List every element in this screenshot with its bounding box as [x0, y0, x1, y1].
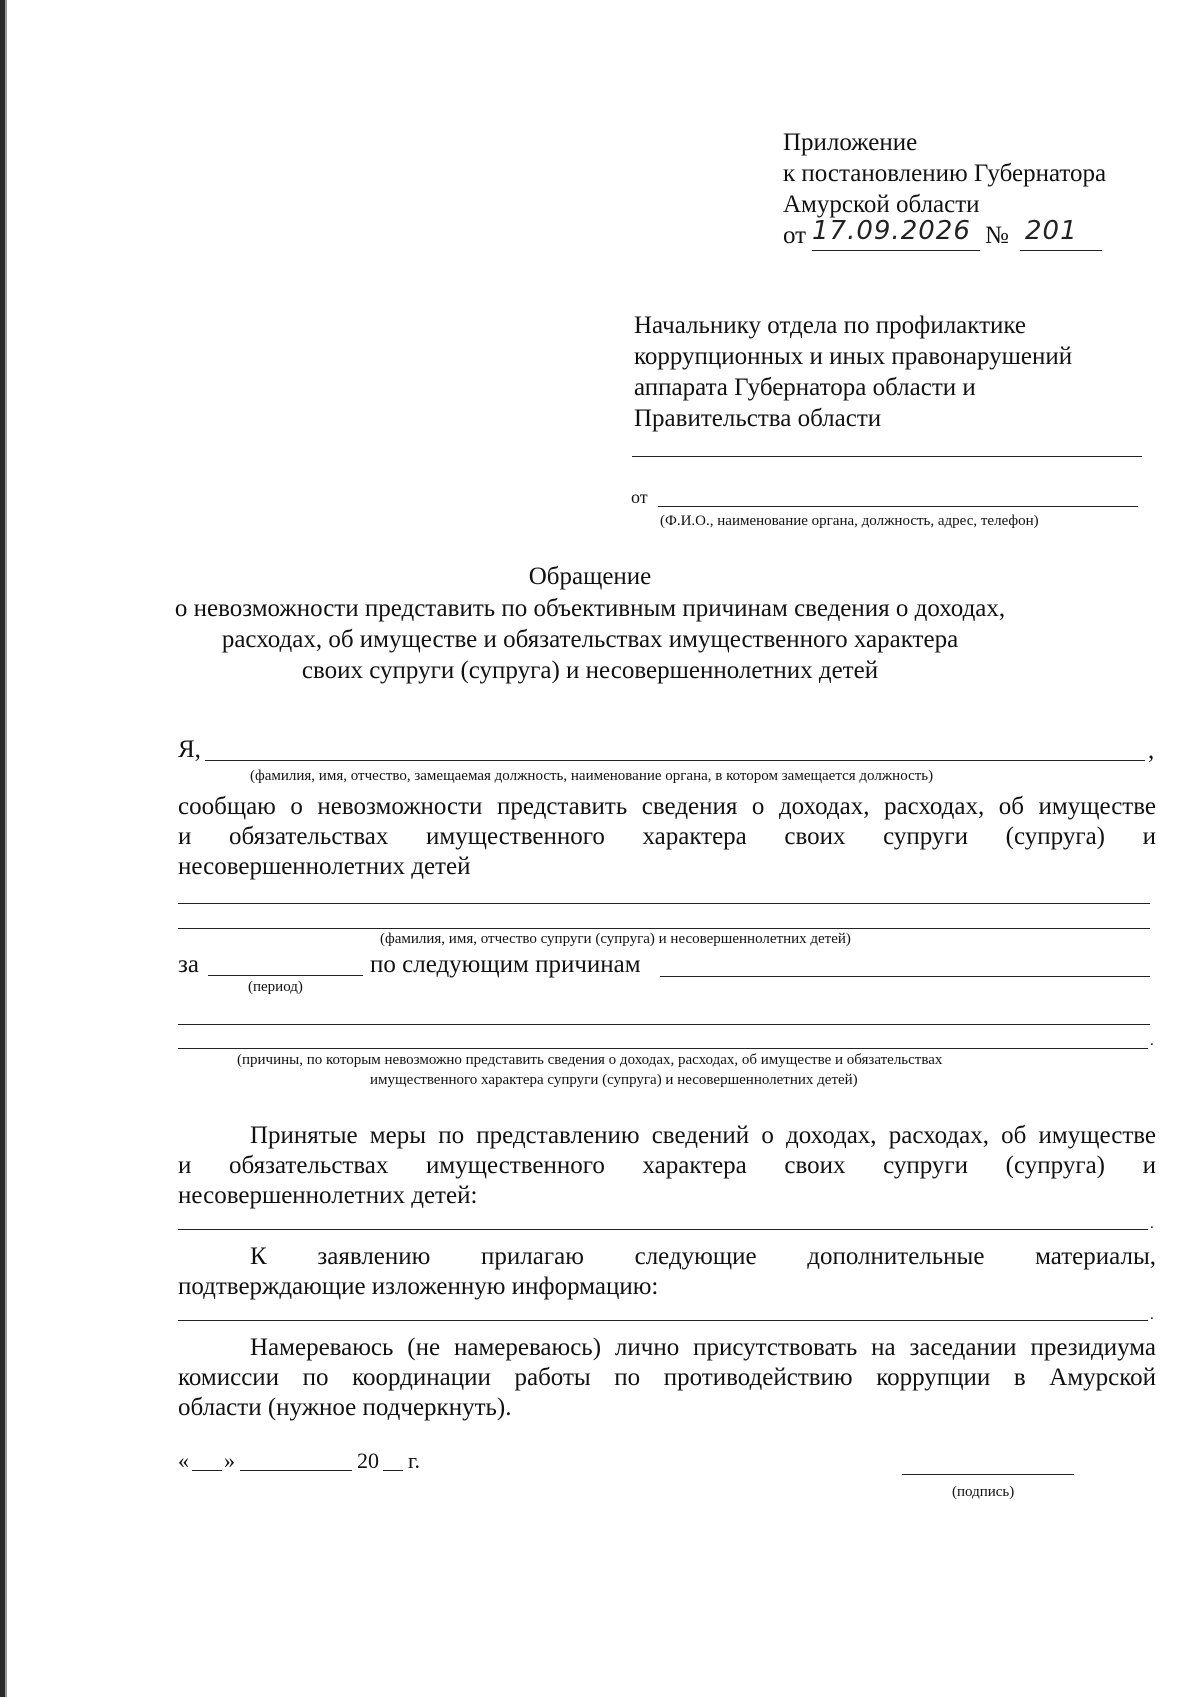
- addressee-blank-line: [632, 456, 1142, 457]
- family-line-1: [178, 903, 1150, 904]
- appendix-line-1: Приложение: [783, 129, 918, 156]
- body-p1-line-3: несовершеннолетних детей: [178, 853, 471, 880]
- addressee-line-3: аппарата Губернатора области и: [634, 374, 976, 401]
- body-reasons-caption-2: имущественного характера супруги (супруга) и несовершеннолетних детей): [370, 1072, 858, 1088]
- body-period-caption: (период): [248, 979, 303, 995]
- appendix-number-prefix: №: [985, 222, 1009, 249]
- body-measures-line-1: Принятые меры по представлению сведений о доходах, расходах, об имуществе: [250, 1122, 1156, 1149]
- title-line-2: расходах, об имуществе и обязательствах имущественного характера: [221, 626, 959, 653]
- appendix-date-prefix: от: [783, 222, 807, 249]
- title-line-3: своих супруги (супруга) и несовершеннолетних детей: [301, 657, 879, 684]
- title-line-1: о невозможности представить по объективным причинам сведения о доходах,: [174, 595, 1006, 622]
- appendix-date-underline: [812, 250, 980, 251]
- signature-line: [902, 1474, 1074, 1475]
- reasons-line-2: [178, 1048, 1148, 1049]
- body-attach-line-1: К заявлению прилагаю следующие дополнительные материалы,: [250, 1243, 1156, 1270]
- body-attach-line-2: подтверждающие изложенную информацию:: [178, 1273, 659, 1300]
- body-i-caption: (фамилия, имя, отчество, замещаемая должность, наименование органа, в котором замещается должность): [250, 768, 934, 784]
- body-measures-line-2: и обязательствах имущественного характера своих супруги (супруга) и: [178, 1152, 1156, 1179]
- scan-edge-shadow: [5, 0, 7, 1697]
- addressee-line-1: Начальнику отдела по профилактике: [634, 312, 1027, 339]
- body-intent-line-1: Намереваюсь (не намереваюсь) лично присутствовать на заседании президиума: [250, 1334, 1156, 1361]
- date-year-suffix: г.: [408, 1448, 421, 1473]
- appendix-number-underline: [1020, 250, 1102, 251]
- body-intent-line-3: области (нужное подчеркнуть).: [178, 1394, 512, 1421]
- body-i-line: [205, 760, 1145, 761]
- body-i-prefix: Я,: [178, 736, 201, 763]
- addressee-line-4: Правительства области: [634, 405, 882, 432]
- date-month-line: [240, 1470, 352, 1471]
- family-line-2: [178, 928, 1150, 929]
- attach-line: [178, 1320, 1148, 1321]
- addressee-from-caption: (Ф.И.О., наименование органа, должность, адрес, телефон): [660, 513, 1039, 529]
- date-open-quote: «: [178, 1448, 189, 1473]
- body-family-caption: (фамилия, имя, отчество супруги (супруга) и несовершеннолетних детей): [380, 931, 851, 947]
- date-day-line: [192, 1470, 222, 1471]
- reasons-inline-line: [660, 976, 1150, 977]
- addressee-from-line: [658, 506, 1138, 507]
- addressee-from-prefix: от: [631, 487, 648, 507]
- appendix-line-2: к постановлению Губернатора: [783, 160, 1107, 187]
- body-measures-line-3: несовершеннолетних детей:: [178, 1182, 478, 1209]
- measures-dot: .: [1150, 1216, 1154, 1232]
- body-p1-line-2: и обязательствах имущественного характера своих супруги (супруга) и: [178, 823, 1156, 850]
- body-reasons-label: по следующим причинам: [370, 951, 641, 978]
- body-intent-line-2: комиссии по координации работы по противодействию коррупции в Амурской: [178, 1364, 1156, 1391]
- body-for-prefix: за: [178, 951, 199, 978]
- date-year-prefix: 20: [357, 1448, 379, 1473]
- body-i-suffix: ,: [1148, 737, 1155, 764]
- reasons-dot: .: [1150, 1033, 1154, 1049]
- body-signature-caption: (подпись): [952, 1484, 1015, 1500]
- title-heading: Обращение: [528, 563, 652, 590]
- body-reasons-caption-1: (причины, по которым невозможно представить сведения о доходах, расходах, об имуществе и обязательствах: [237, 1052, 943, 1068]
- measures-line: [178, 1229, 1148, 1230]
- appendix-line-3: Амурской области: [783, 191, 980, 218]
- period-line: [208, 975, 363, 976]
- date-year-line: [383, 1470, 403, 1471]
- addressee-line-2: коррупционных и иных правонарушений: [634, 343, 1073, 370]
- appendix-number-handwritten: 201: [1025, 216, 1078, 246]
- reasons-line-1: [178, 1024, 1150, 1025]
- appendix-date-handwritten: 17.09.2026: [812, 216, 971, 246]
- body-p1-line-1: сообщаю о невозможности представить сведения о доходах, расходах, об имуществе: [178, 793, 1156, 820]
- attach-dot: .: [1150, 1307, 1154, 1323]
- date-close-quote: »: [224, 1448, 235, 1473]
